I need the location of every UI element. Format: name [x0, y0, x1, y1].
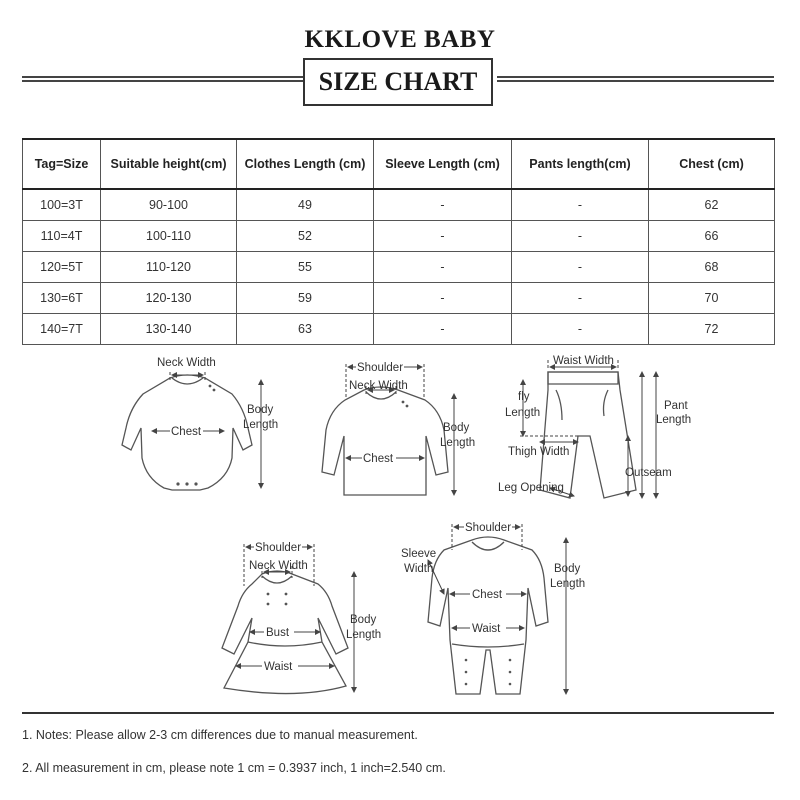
cell-clothes-length: 52 [237, 221, 374, 252]
cell-size: 120=5T [23, 252, 101, 283]
cell-chest: 68 [649, 252, 775, 283]
cell-pants-length: - [512, 221, 649, 252]
cell-pants-length: - [512, 283, 649, 314]
shirt-chest-label: Chest [363, 453, 394, 465]
cell-chest: 70 [649, 283, 775, 314]
bodysuit-neck-label: Neck Width [157, 357, 216, 369]
cell-sleeve-length: - [374, 189, 512, 221]
pants-fly-length-label: Length [505, 407, 541, 419]
pants-outseam-label: Outseam [625, 467, 672, 479]
dress-shoulder-label: Shoulder [255, 542, 302, 554]
cell-sleeve-length: - [374, 252, 512, 283]
pants-pant-label: Pant [664, 400, 688, 412]
pants-fly-label: fly [518, 391, 530, 403]
cell-sleeve-length: - [374, 283, 512, 314]
pants-thigh-label: Thigh Width [508, 446, 570, 458]
size-table [22, 138, 775, 345]
dress-diagram [222, 542, 381, 694]
dress-waist-label: Waist [264, 661, 293, 673]
cell-clothes-length: 49 [237, 189, 374, 221]
cell-height: 130-140 [101, 314, 237, 345]
romper-sleeve-label: Sleeve [401, 548, 437, 560]
cell-chest: 62 [649, 189, 775, 221]
cell-height: 100-110 [101, 221, 237, 252]
table-header-row [23, 139, 775, 189]
col-header: Pants length(cm) [512, 139, 649, 189]
col-header: Clothes Length (cm) [237, 139, 374, 189]
shirt-body-label: Body [443, 422, 470, 434]
col-header: Sleeve Length (cm) [374, 139, 512, 189]
romper-sleeve-width-label: Width [404, 563, 434, 575]
table-row [23, 221, 775, 252]
brand-name: KKLOVE BABY [304, 26, 496, 53]
cell-height: 90-100 [101, 189, 237, 221]
romper-shoulder-label: Shoulder [465, 522, 512, 534]
dress-neck-label: Neck Width [249, 560, 308, 572]
dress-body-label: Body [350, 614, 377, 626]
notes-divider [22, 712, 774, 714]
cell-size: 130=6T [23, 283, 101, 314]
cell-clothes-length: 63 [237, 314, 374, 345]
table-row [23, 189, 775, 221]
col-header: Tag=Size [23, 139, 101, 189]
cell-pants-length: - [512, 189, 649, 221]
title-rule-right [497, 76, 774, 82]
romper-waist-label: Waist [472, 623, 501, 635]
cell-size: 140=7T [23, 314, 101, 345]
dress-length-label: Length [346, 629, 382, 641]
romper-length-label: Length [550, 578, 586, 590]
pants-pant-length-label: Length [656, 414, 692, 426]
cell-clothes-length: 55 [237, 252, 374, 283]
title-rule-left [22, 76, 304, 82]
pants-diagram [498, 355, 691, 498]
size-chart-title: SIZE CHART [303, 58, 493, 106]
romper-body-label: Body [554, 563, 581, 575]
bodysuit-length-label: Length [243, 419, 279, 431]
measurement-illustrations [0, 350, 800, 710]
cell-chest: 72 [649, 314, 775, 345]
pants-leg-label: Leg Opening [498, 482, 564, 494]
cell-sleeve-length: - [374, 314, 512, 345]
cell-pants-length: - [512, 314, 649, 345]
cell-chest: 66 [649, 221, 775, 252]
bodysuit-body-label: Body [247, 404, 274, 416]
cell-height: 120-130 [101, 283, 237, 314]
shirt-diagram [322, 362, 475, 495]
col-header: Chest (cm) [649, 139, 775, 189]
bodysuit-chest-label: Chest [171, 426, 202, 438]
bodysuit-diagram [122, 357, 278, 490]
table-row [23, 252, 775, 283]
cell-sleeve-length: - [374, 221, 512, 252]
note-unit-conversion: 2. All measurement in cm, please note 1 cm = 0.3937 inch, 1 inch=2.540 cm. [22, 761, 446, 775]
cell-height: 110-120 [101, 252, 237, 283]
romper-chest-label: Chest [472, 589, 503, 601]
romper-diagram [401, 522, 585, 694]
cell-size: 100=3T [23, 189, 101, 221]
shirt-length-label: Length [440, 437, 476, 449]
table-row [23, 314, 775, 345]
dress-bust-label: Bust [266, 627, 290, 639]
cell-pants-length: - [512, 252, 649, 283]
shirt-shoulder-label: Shoulder [357, 362, 404, 374]
note-manual-measurement: 1. Notes: Please allow 2-3 cm differences due to manual measurement. [22, 728, 418, 742]
col-header: Suitable height(cm) [101, 139, 237, 189]
pants-waist-label: Waist Width [553, 355, 614, 367]
cell-clothes-length: 59 [237, 283, 374, 314]
shirt-neck-label: Neck Width [349, 380, 408, 392]
cell-size: 110=4T [23, 221, 101, 252]
table-row [23, 283, 775, 314]
